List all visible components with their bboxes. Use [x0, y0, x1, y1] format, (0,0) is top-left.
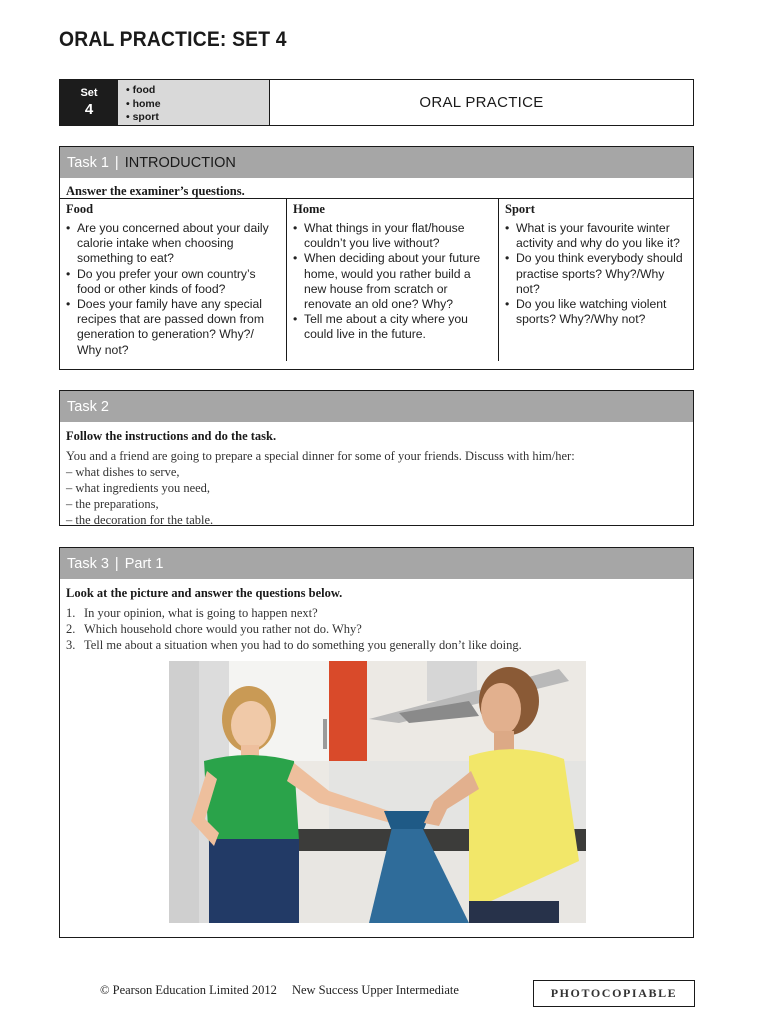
- photo-illustration: [169, 661, 586, 923]
- question-item: • Does your family have any special recipes that are passed down from generation to generation? Why?/ Why not?: [66, 297, 280, 358]
- photocopiable-badge: PHOTOCOPIABLE: [533, 980, 695, 1007]
- question-item: 3. Tell me about a situation when you had to do something you generally don’t like doing.: [66, 638, 522, 652]
- page-title: ORAL PRACTICE: SET 4: [59, 28, 287, 51]
- task3-subtitle: Part 1: [124, 555, 164, 572]
- topic-item: • sport: [126, 111, 269, 125]
- task2-line: – the preparations,: [66, 497, 159, 511]
- column-heading: Food: [66, 202, 94, 216]
- question-item: • What things in your flat/house couldn’t you live without?: [293, 221, 492, 251]
- question-item: • Do you like watching violent sports? Why?/Why not?: [505, 297, 687, 327]
- task2-box: [59, 390, 694, 526]
- task3-separator: |: [114, 555, 119, 572]
- topic-item: • home: [126, 98, 269, 112]
- set-badge: [60, 80, 118, 125]
- kitchen-photo: [169, 661, 586, 923]
- set-label: Set: [80, 87, 98, 99]
- column-heading: Home: [293, 202, 325, 216]
- food-column: [60, 199, 286, 361]
- question-item: • Do you prefer your own country’s food or other kinds of food?: [66, 267, 280, 297]
- task2-text: [60, 444, 693, 528]
- task3-label: Task 3: [67, 555, 109, 572]
- oral-practice-title: ORAL PRACTICE: [419, 94, 544, 111]
- task1-columns: [60, 199, 693, 361]
- task2-line: – the decoration for the table.: [66, 513, 214, 527]
- sport-column: [498, 199, 693, 361]
- set-header: [59, 79, 694, 126]
- question-item: • When deciding about your future home, would you rather build a new house from scratch or renovate an old one? Why?: [293, 251, 492, 312]
- home-column: [286, 199, 498, 361]
- task1-header: [60, 147, 693, 178]
- task1-box: [59, 146, 694, 370]
- task2-instruction: Follow the instructions and do the task.: [66, 429, 277, 443]
- copyright-text: © Pearson Education Limited 2012: [100, 983, 277, 997]
- column-heading: Sport: [505, 202, 535, 216]
- footer-copyright: [100, 983, 459, 998]
- task2-header: [60, 391, 693, 422]
- task2-line: You and a friend are going to prepare a special dinner for some of your friends. Discuss with him/her:: [66, 449, 575, 463]
- topic-list: [118, 80, 270, 125]
- task3-questions: [60, 605, 693, 653]
- topic-item: • food: [126, 84, 269, 98]
- task2-line: – what ingredients you need,: [66, 481, 211, 495]
- question-item: • What is your favourite winter activity and why do you like it?: [505, 221, 687, 251]
- question-item: • Are you concerned about your daily calorie intake when choosing something to eat?: [66, 221, 280, 267]
- question-item: 2. Which household chore would you rather not do. Why?: [66, 622, 362, 636]
- question-item: • Do you think everybody should practise sports? Why?/Why not?: [505, 251, 687, 297]
- task3-instruction: Look at the picture and answer the questions below.: [66, 586, 343, 600]
- task2-line: – what dishes to serve,: [66, 465, 180, 479]
- question-item: • Tell me about a city where you could live in the future.: [293, 312, 492, 342]
- question-item: 1. In your opinion, what is going to happen next?: [66, 606, 318, 620]
- set-number: 4: [84, 101, 94, 118]
- book-title: New Success Upper Intermediate: [291, 983, 459, 997]
- task1-label: Task 1: [67, 154, 109, 171]
- task2-label: Task 2: [67, 398, 109, 415]
- task3-box: [59, 547, 694, 938]
- task3-header: [60, 548, 693, 579]
- task1-separator: |: [114, 154, 119, 171]
- task1-subtitle: INTRODUCTION: [124, 154, 236, 171]
- task1-instruction: Answer the examiner’s questions.: [60, 178, 693, 199]
